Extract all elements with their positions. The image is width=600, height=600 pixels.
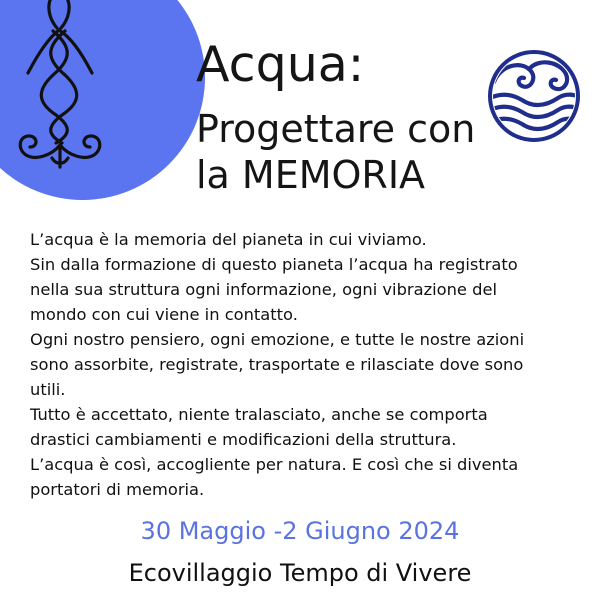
description-line: utili. [30, 380, 66, 399]
description-line: nella sua struttura ogni informazione, ogni vibrazione del [30, 280, 498, 299]
description-line: mondo con cui viene in contatto. [30, 305, 298, 324]
title-line-3: la MEMORIA [196, 153, 426, 197]
event-location: Ecovillaggio Tempo di Vivere [128, 559, 472, 587]
description-line: Tutto è accettato, niente tralasciato, anche se comporta [30, 405, 488, 424]
description-line: portatori di memoria. [30, 480, 205, 499]
event-date: 30 Maggio -2 Giugno 2024 [140, 517, 460, 545]
title-line-1: Acqua: [196, 36, 365, 93]
wave-logo-icon [486, 48, 582, 144]
description-paragraph [30, 227, 585, 502]
title-line-2: Progettare con [196, 107, 476, 151]
blue-circle-emblem [0, 0, 205, 200]
description-line: L’acqua è così, accogliente per natura. E così che si diventa [30, 455, 519, 474]
description-line: L’acqua è la memoria del pianeta in cui viviamo. [30, 230, 427, 249]
water-symbol-icon [0, 0, 205, 200]
description-line: Ogni nostro pensiero, ogni emozione, e tutte le nostre azioni [30, 330, 525, 349]
description-line: Sin dalla formazione di questo pianeta l’acqua ha registrato [30, 255, 518, 274]
description-line: sono assorbite, registrate, trasportate e rilasciate dove sono [30, 355, 524, 374]
description-line: drastici cambiamenti e modificazioni della struttura. [30, 430, 457, 449]
